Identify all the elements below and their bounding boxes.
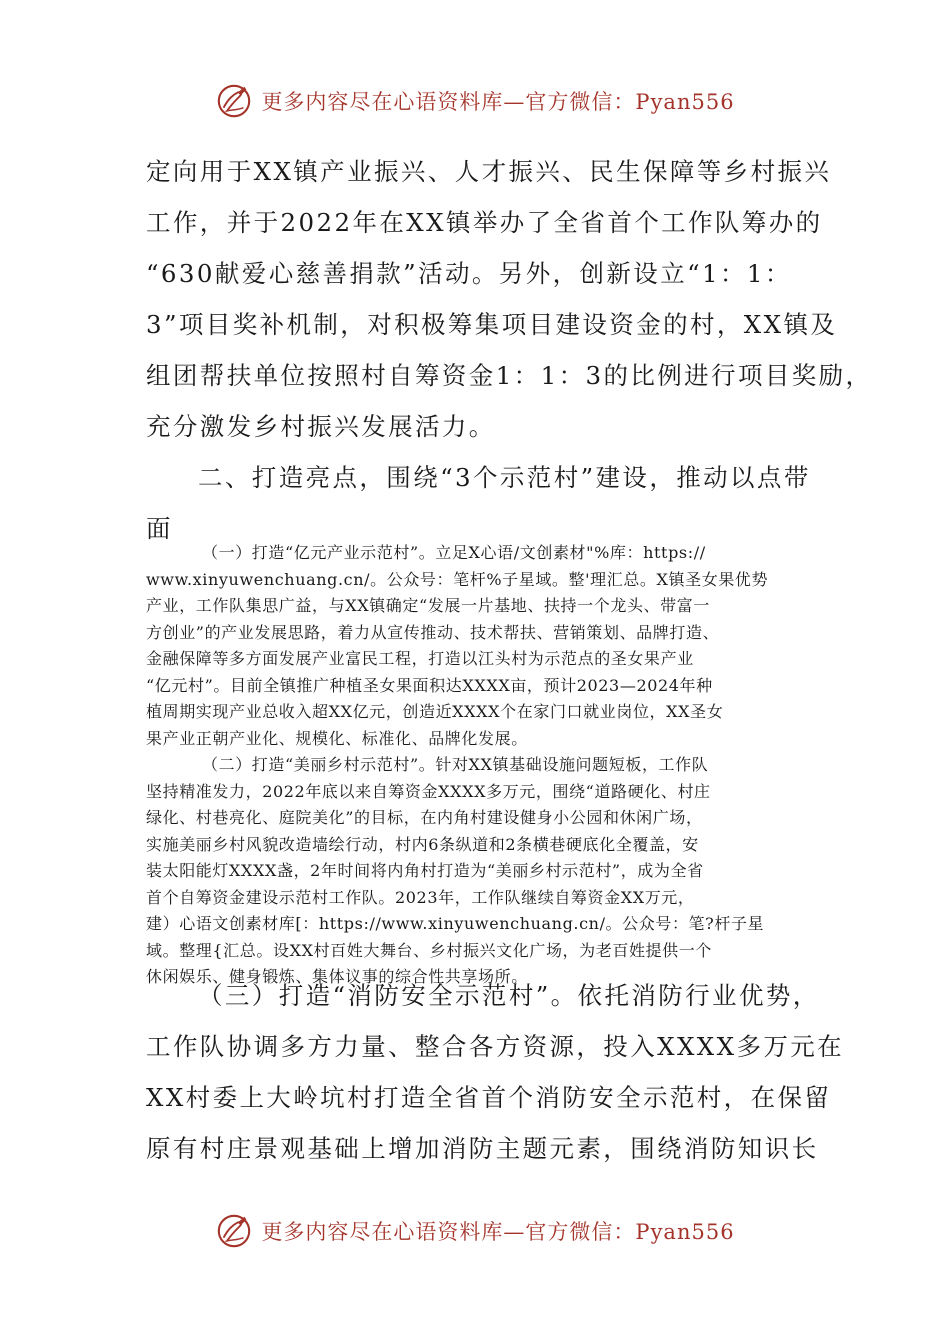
section1-line: （一）打造“亿元产业示范村”。立足X心语/文创素材"%库：https:// (202, 543, 706, 562)
header-banner-text: 更多内容尽在心语资料库—官方微信：Pyan556 (261, 90, 735, 114)
paragraph-line: 定向用于XX镇产业振兴、人才振兴、民生保障等乡村振兴 (146, 157, 832, 186)
section2-line: 域。整理{汇总。设XX村百姓大舞台、乡村振兴文化广场，为老百姓提供一个 (146, 940, 712, 960)
section2-line: （二）打造“美丽乡村示范村”。针对XX镇基础设施问题短板，工作队 (202, 755, 709, 774)
main-text-small (146, 540, 806, 991)
paragraph-line: 工作，并于2022年在XX镇举办了全省首个工作队筹办的 (146, 208, 823, 237)
section3-line: （三）打造“消防安全示范村”。依托消防行业优势， (198, 981, 820, 1010)
header-banner (0, 76, 950, 126)
section2-line: 建）心语文创素材库[：https://www.xinyuwenchuang.cn/。公众号：笔?杆子星 (146, 914, 765, 933)
section1-line: 果产业正朝产业化、规模化、标准化、品牌化发展。 (146, 728, 528, 748)
footer-banner (0, 1206, 950, 1256)
section1-line: 植周期实现产业总收入超XX亿元，创造近XXXX个在家门口就业岗位，XX圣女 (146, 702, 724, 721)
pen-signature-icon (215, 82, 253, 120)
footer-banner-text: 更多内容尽在心语资料库—官方微信：Pyan556 (261, 1220, 735, 1244)
section2-line: 装太阳能灯XXXX盏，2年时间将内角村打造为“美丽乡村示范村”，成为全省 (146, 861, 704, 880)
section2-line: 坚持精准发力，2022年底以来自筹资金XXXX多万元，围绕“道路硬化、村庄 (146, 781, 711, 801)
section3-line: 工作队协调多方力量、整合各方资源，投入XXXX多万元在 (146, 1032, 845, 1061)
section2-line: 绿化、村巷亮化、庭院美化”的目标，在内角村建设健身小公园和休闲广场， (146, 808, 703, 827)
main-text-bottom (146, 970, 845, 1174)
section2-line: 休闲娱乐、健身锻炼、集体议事的综合性共享场所。 (146, 967, 528, 986)
section1-line: 方创业”的产业发展思路，着力从宣传推动、技术帮扶、营销策划、品牌打造、 (146, 622, 720, 642)
section2-line: 实施美丽乡村风貌改造墙绘行动，村内6条纵道和2条横巷硬底化全覆盖，安 (146, 834, 699, 854)
section1-line: “亿元村”。目前全镇推广种植圣女果面积达XXXX亩，预计2023—2024年种 (146, 675, 713, 695)
paragraph-line: 充分激发乡村振兴发展活力。 (146, 412, 496, 441)
section2-line: 首个自筹资金建设示范村工作队。2023年，工作队继续自筹资金XX万元， (146, 887, 695, 907)
section3-line: XX村委上大岭坑村打造全省首个消防安全示范村，在保留 (146, 1083, 832, 1112)
section1-line: 金融保障等多方面发展产业富民工程，打造以江头村为示范点的圣女果产业 (146, 649, 694, 668)
paragraph-line: 组团帮扶单位按照村自筹资金1：1：3的比例进行项目奖励， (146, 361, 873, 390)
section-heading: 二、打造亮点，围绕“3个示范村”建设，推动以点带 (198, 463, 811, 492)
section1-line: www.xinyuwenchuang.cn/。公众号：笔杆%子星域。整'理汇总。X镇圣女果优势 (146, 569, 769, 589)
section-heading-cont: 面 (146, 514, 173, 543)
section1-line: 产业，工作队集思广益，与XX镇确定“发展一片基地、扶持一个龙头、带富一 (146, 596, 710, 615)
paragraph-line: 3”项目奖补机制，对积极筹集项目建设资金的村，XX镇及 (146, 310, 838, 339)
paragraph-line: “630献爱心慈善捐款”活动。另外，创新设立“1：1： (146, 259, 792, 288)
pen-signature-icon (215, 1212, 253, 1250)
main-text-top (146, 146, 873, 554)
section3-line: 原有村庄景观基础上增加消防主题元素，围绕消防知识长 (146, 1134, 819, 1163)
